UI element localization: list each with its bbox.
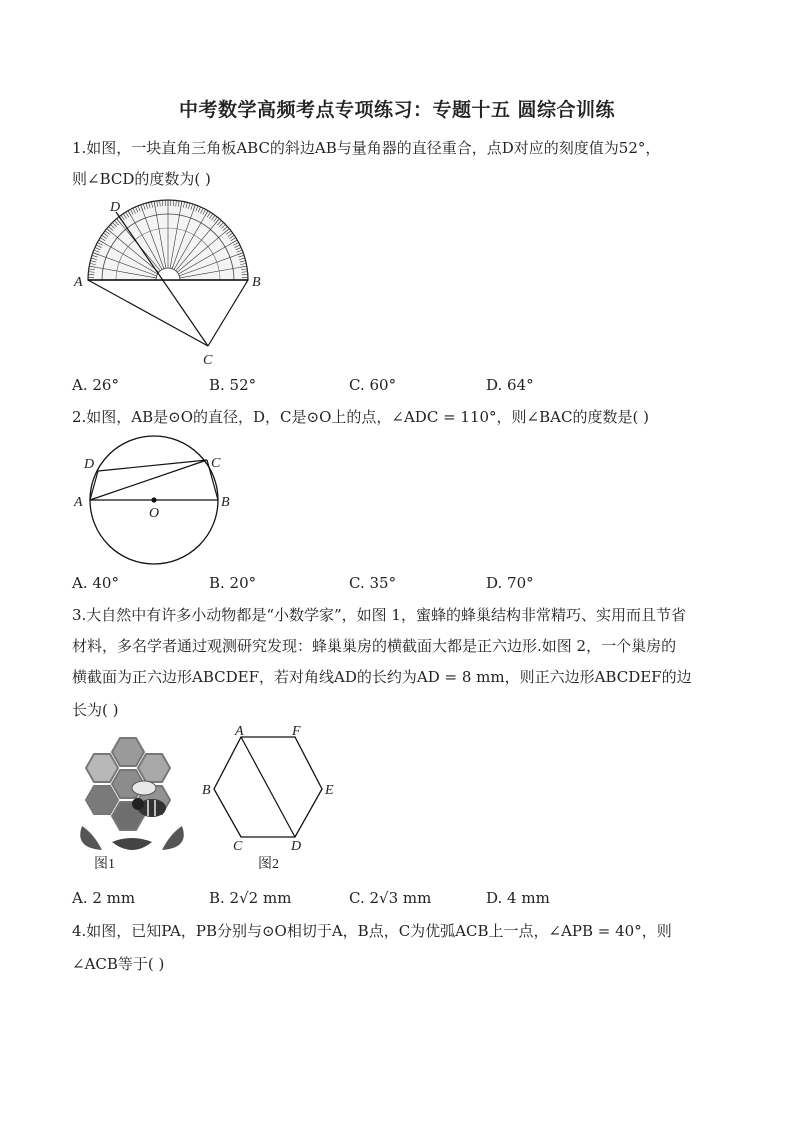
label-d: D <box>291 839 302 854</box>
q3-option-b[interactable]: B. 2√2 mm <box>209 889 292 907</box>
q2-option-b[interactable]: B. 20° <box>209 574 257 592</box>
label-d: D <box>84 457 95 472</box>
label-c: C <box>203 353 213 368</box>
segment-bc <box>208 280 248 346</box>
label-o: O <box>149 506 160 521</box>
label-a: A <box>235 724 244 739</box>
label-b: B <box>221 495 230 510</box>
q3-honeycomb-figure <box>72 730 192 880</box>
cell-right-top <box>138 754 170 782</box>
q1-option-c[interactable]: C. 60° <box>349 376 397 394</box>
q4-stem-line1: 4.如图，已知PA，PB分别与⊙O相切于A，B点，C为优弧ACB上一点，∠APB = 40°，则 <box>72 922 672 940</box>
cell-top <box>112 738 144 766</box>
leaf-bottom <box>112 838 152 850</box>
label-c: C <box>233 839 243 854</box>
segment-ac <box>88 280 208 346</box>
q2-option-c[interactable]: C. 35° <box>349 574 397 592</box>
label-d: D <box>110 200 121 215</box>
figure-2-caption: 图2 <box>258 857 279 872</box>
label-c: C <box>211 456 221 471</box>
q3-stem-line4: 长为( ) <box>72 701 119 719</box>
q3-option-d[interactable]: D. 4 mm <box>486 889 550 907</box>
q3-hexagon-figure <box>200 724 340 880</box>
label-f: F <box>292 724 301 739</box>
q3-option-c[interactable]: C. 2√3 mm <box>349 889 432 907</box>
q1-stem-line2: 则∠BCD的度数为( ) <box>72 170 211 188</box>
label-e: E <box>325 783 334 798</box>
q4-stem-line2: ∠ACB等于( ) <box>72 955 165 973</box>
q1-option-b[interactable]: B. 52° <box>209 376 257 394</box>
page-title: 中考数学高频考点专项练习：专题十五 圆综合训练 <box>178 99 616 121</box>
leaf-left <box>80 826 102 850</box>
q1-option-d[interactable]: D. 64° <box>486 376 534 394</box>
label-a: A <box>74 495 83 510</box>
label-b: B <box>202 783 211 798</box>
q2-option-a[interactable]: A. 40° <box>72 574 119 592</box>
q1-option-a[interactable]: A. 26° <box>72 376 119 394</box>
cell-left-top <box>86 754 118 782</box>
q2-stem-line1: 2.如图，AB是⊙O的直径，D，C是⊙O上的点，∠ADC = 110°，则∠BAC的度数是( ) <box>72 408 649 426</box>
q3-stem-line1: 3.大自然中有许多小动物都是“小数学家”，如图 1，蜜蜂的蜂巢结构非常精巧、实用而且节省 <box>72 606 686 624</box>
bee-wing <box>132 781 156 795</box>
q2-option-d[interactable]: D. 70° <box>486 574 534 592</box>
figure-1-caption: 图1 <box>94 857 115 872</box>
bee-head <box>132 798 144 810</box>
label-a: A <box>74 275 83 290</box>
q1-stem-line1: 1.如图，一块直角三角板ABC的斜边AB与量角器的直径重合，点D对应的刻度值为52°， <box>72 139 661 157</box>
q3-option-a[interactable]: A. 2 mm <box>72 889 136 907</box>
q1-protractor-figure <box>72 198 272 368</box>
diagonal-ad <box>241 737 295 837</box>
leaf-right <box>162 826 184 850</box>
center-dot <box>151 497 156 502</box>
cell-left-bottom <box>86 786 118 814</box>
label-b: B <box>252 275 261 290</box>
q2-circle-figure <box>72 440 242 570</box>
q3-stem-line3: 横截面为正六边形ABCDEF，若对角线AD的长约为AD = 8 mm，则正六边形ABCDEF的边 <box>72 668 692 686</box>
q3-stem-line2: 材料，多名学者通过观测研究发现：蜂巢巢房的横截面大都是正六边形.如图 2，一个巢房的 <box>72 637 677 655</box>
